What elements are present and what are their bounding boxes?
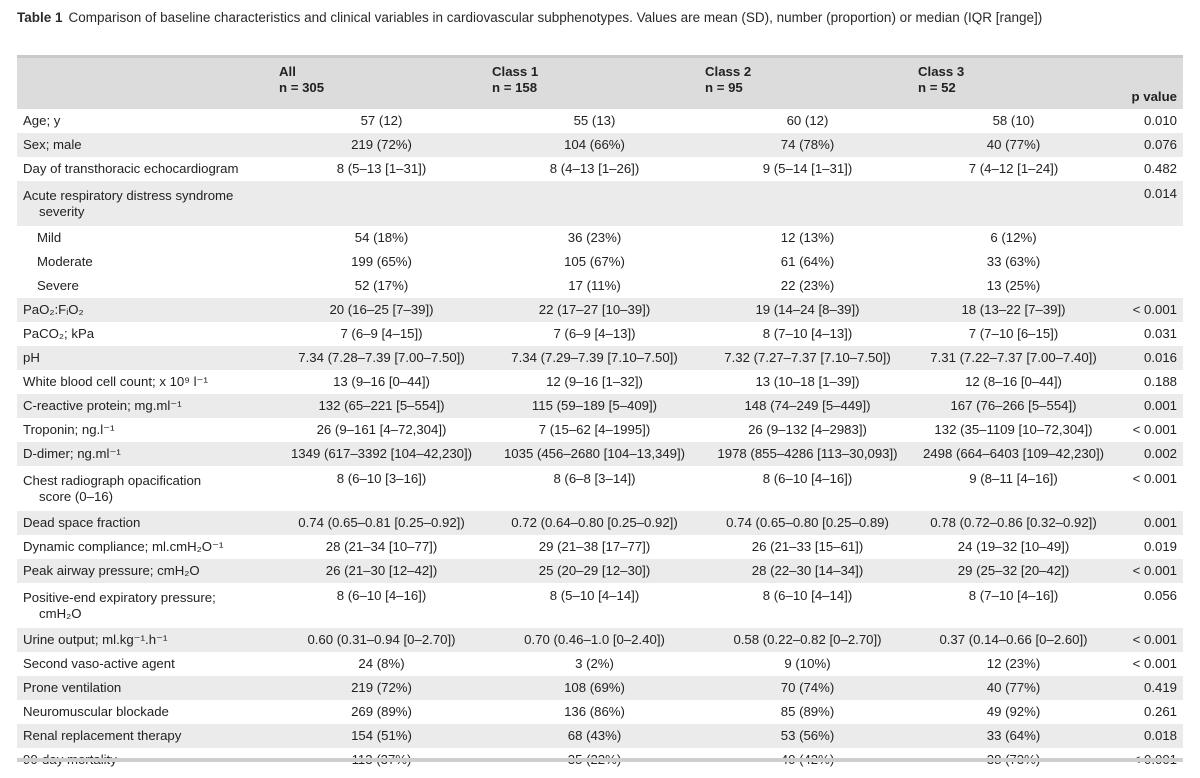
row-value-class-1: 1035 (456–2680 [104–13,349]) bbox=[488, 442, 701, 466]
row-value-class-2: 85 (89%) bbox=[780, 704, 835, 719]
row-value-class-3: 6 (12%) bbox=[990, 230, 1037, 245]
row-value-class-2: 13 (10–18 [1–39]) bbox=[755, 374, 860, 389]
row-value-all: 20 (16–25 [7–39]) bbox=[275, 298, 488, 322]
row-p-value bbox=[1113, 226, 1183, 250]
table-caption-text: Comparison of baseline characteristics and clinical variables in cardiovascular subphenotypes. Values are mean (SD), number (proportion) or median (IQR [range]) bbox=[68, 10, 1043, 25]
row-label-text: C-reactive protein; mg.ml⁻¹ bbox=[23, 398, 182, 413]
row-p-value bbox=[1113, 250, 1183, 274]
row-value-all: 57 (12) bbox=[360, 113, 403, 128]
row-p-value: < 0.001 bbox=[1113, 298, 1183, 322]
row-label-text: Age; y bbox=[23, 113, 61, 128]
row-label bbox=[17, 298, 275, 322]
row-label bbox=[17, 322, 275, 346]
row-value-class-2: 8 (6–10 [4–14]) bbox=[762, 588, 853, 603]
row-label bbox=[17, 442, 275, 466]
table-row bbox=[17, 676, 1183, 700]
row-value-class-3: 167 (76–266 [5–554]) bbox=[914, 394, 1113, 418]
row-value-class-3: 8 (7–10 [4–16]) bbox=[968, 588, 1059, 603]
row-value-class-2: 53 (56%) bbox=[701, 724, 914, 748]
row-p-value: 0.002 bbox=[1113, 442, 1183, 466]
table-row bbox=[17, 346, 1183, 370]
row-p-value: 0.001 bbox=[1113, 394, 1183, 418]
row-value-class-1: 25 (20–29 [12–30]) bbox=[488, 559, 701, 583]
row-value-class-1: 22 (17–27 [10–39]) bbox=[488, 298, 701, 322]
row-value-class-2: 74 (78%) bbox=[701, 133, 914, 157]
table-row bbox=[17, 370, 1183, 394]
characteristics-table bbox=[17, 55, 1183, 772]
header-group-title: Class 1 bbox=[492, 64, 539, 79]
row-label-text: Moderate bbox=[37, 254, 93, 269]
row-value-all: 26 (21–30 [12–42]) bbox=[275, 559, 488, 583]
row-label-text: Mild bbox=[37, 230, 62, 245]
row-label-text: Urine output; ml.kg⁻¹.h⁻¹ bbox=[23, 632, 168, 647]
table-row bbox=[17, 133, 1183, 157]
row-p-value: 0.076 bbox=[1113, 133, 1183, 157]
row-p-value: 0.056 bbox=[1143, 588, 1177, 603]
table-row bbox=[17, 559, 1183, 583]
row-value-class-3 bbox=[914, 181, 1113, 226]
row-value-class-2: 9 (10%) bbox=[784, 656, 831, 671]
header-all bbox=[275, 57, 488, 110]
row-value-class-1: 0.72 (0.64–0.80 [0.25–0.92]) bbox=[488, 511, 701, 535]
row-value-all: 0.74 (0.65–0.81 [0.25–0.92]) bbox=[275, 511, 488, 535]
row-value-all: 13 (9–16 [0–44]) bbox=[333, 374, 430, 389]
table-row bbox=[17, 583, 1183, 628]
table-row bbox=[17, 298, 1183, 322]
row-label bbox=[17, 559, 275, 583]
row-label-text: Acute respiratory distress syndrome bbox=[23, 187, 234, 203]
header-group-n: n = 305 bbox=[279, 80, 325, 95]
row-label-text: PaCO₂; kPa bbox=[23, 326, 95, 341]
row-p-value: 0.018 bbox=[1113, 724, 1183, 748]
row-label-text: Severe bbox=[37, 278, 79, 293]
row-p-value: 0.019 bbox=[1143, 539, 1177, 554]
row-p-value: < 0.001 bbox=[1132, 471, 1177, 486]
row-value-class-1: 115 (59–189 [5–409]) bbox=[488, 394, 701, 418]
row-value-class-2: 0.74 (0.65–0.80 [0.25–0.89) bbox=[701, 511, 914, 535]
row-value-class-1: 36 (23%) bbox=[567, 230, 622, 245]
row-value-class-3: 7.31 (7.22–7.37 [7.00–7.40]) bbox=[914, 346, 1113, 370]
row-value-class-3: 12 (8–16 [0–44]) bbox=[965, 374, 1062, 389]
row-value-class-1 bbox=[488, 181, 701, 226]
row-value-class-1: 8 (5–10 [4–14]) bbox=[549, 588, 640, 603]
row-value-class-2: 8 (7–10 [4–13]) bbox=[762, 326, 853, 341]
row-label-text: Dead space fraction bbox=[23, 515, 141, 530]
row-label bbox=[17, 676, 275, 700]
header-group-n: n = 52 bbox=[918, 80, 956, 95]
row-p-value: 0.261 bbox=[1143, 704, 1177, 719]
row-value-class-3: 7 (7–10 [6–15]) bbox=[968, 326, 1059, 341]
row-label-text: Dynamic compliance; ml.cmH₂O⁻¹ bbox=[23, 539, 224, 554]
row-p-value: < 0.001 bbox=[1113, 559, 1183, 583]
row-label-text: Troponin; ng.l⁻¹ bbox=[23, 422, 115, 437]
table-row bbox=[17, 181, 1183, 226]
table-row bbox=[17, 700, 1183, 724]
table-row bbox=[17, 322, 1183, 346]
row-value-all: 7.34 (7.28–7.39 [7.00–7.50]) bbox=[275, 346, 488, 370]
header-group-n: n = 158 bbox=[492, 80, 538, 95]
header-blank bbox=[17, 57, 275, 110]
row-label-text: Renal replacement therapy bbox=[23, 728, 182, 743]
row-label bbox=[17, 583, 275, 628]
row-value-class-3: 0.78 (0.72–0.86 [0.32–0.92]) bbox=[914, 511, 1113, 535]
header-group-title: Class 3 bbox=[918, 64, 965, 79]
table-body bbox=[17, 109, 1183, 772]
row-value-class-1: 55 (13) bbox=[573, 113, 616, 128]
row-value-all: 154 (51%) bbox=[275, 724, 488, 748]
header-p-value: p value bbox=[1113, 57, 1183, 110]
row-value-class-1: 17 (11%) bbox=[568, 278, 621, 293]
table-row bbox=[17, 466, 1183, 511]
row-value-class-2: 0.58 (0.22–0.82 [0–2.70]) bbox=[701, 628, 914, 652]
header-group-n: n = 95 bbox=[705, 80, 743, 95]
table-caption bbox=[17, 8, 1187, 28]
table-bottom-rule bbox=[17, 758, 1183, 762]
row-value-class-2: 7.32 (7.27–7.37 [7.10–7.50]) bbox=[701, 346, 914, 370]
row-label-continuation: severity bbox=[39, 203, 85, 219]
row-label bbox=[17, 535, 275, 559]
row-p-value: < 0.001 bbox=[1132, 422, 1177, 437]
row-value-class-1: 7 (6–9 [4–13]) bbox=[553, 326, 636, 341]
row-label-text: D-dimer; ng.ml⁻¹ bbox=[23, 446, 121, 461]
row-value-all: 199 (65%) bbox=[351, 254, 412, 269]
row-value-class-2: 26 (21–33 [15–61]) bbox=[751, 539, 864, 554]
table-header bbox=[17, 57, 1183, 110]
row-label bbox=[17, 181, 275, 226]
row-p-value: 0.014 bbox=[1113, 181, 1183, 226]
row-value-class-3: 33 (63%) bbox=[986, 254, 1041, 269]
row-value-all: 1349 (617–3392 [104–42,230]) bbox=[275, 442, 488, 466]
row-label bbox=[17, 700, 275, 724]
table-row bbox=[17, 418, 1183, 442]
row-label-text: Neuromuscular blockade bbox=[23, 704, 169, 719]
row-value-class-1: 12 (9–16 [1–32]) bbox=[546, 374, 643, 389]
row-label bbox=[17, 226, 275, 250]
table-row bbox=[17, 274, 1183, 298]
row-value-class-2: 148 (74–249 [5–449]) bbox=[701, 394, 914, 418]
row-value-class-1: 8 (6–8 [3–14]) bbox=[553, 471, 636, 486]
row-value-class-3: 2498 (664–6403 [109–42,230]) bbox=[914, 442, 1113, 466]
header-class-3 bbox=[914, 57, 1113, 110]
row-label bbox=[17, 370, 275, 394]
row-p-value: 0.188 bbox=[1143, 374, 1177, 389]
row-label bbox=[17, 274, 275, 298]
row-label bbox=[17, 466, 275, 511]
header-group-title: All bbox=[279, 64, 296, 79]
row-value-class-3: 18 (13–22 [7–39]) bbox=[914, 298, 1113, 322]
row-value-class-1: 105 (67%) bbox=[564, 254, 625, 269]
row-label bbox=[17, 418, 275, 442]
row-value-all bbox=[275, 181, 488, 226]
row-p-value: 0.419 bbox=[1113, 676, 1183, 700]
row-value-class-2: 12 (13%) bbox=[780, 230, 835, 245]
row-p-value: < 0.001 bbox=[1113, 628, 1183, 652]
row-p-value bbox=[1113, 274, 1183, 298]
row-value-class-1: 7 (15–62 [4–1995]) bbox=[538, 422, 651, 437]
table-row bbox=[17, 511, 1183, 535]
row-value-class-2: 60 (12) bbox=[786, 113, 829, 128]
row-value-all: 132 (65–221 [5–554]) bbox=[275, 394, 488, 418]
table-row bbox=[17, 724, 1183, 748]
row-value-class-2: 61 (64%) bbox=[780, 254, 835, 269]
row-value-class-1: 8 (4–13 [1–26]) bbox=[549, 161, 640, 176]
row-value-class-2: 70 (74%) bbox=[701, 676, 914, 700]
row-value-class-3: 13 (25%) bbox=[986, 278, 1041, 293]
row-value-class-2: 8 (6–10 [4–16]) bbox=[762, 471, 853, 486]
table-row bbox=[17, 535, 1183, 559]
row-value-all: 219 (72%) bbox=[275, 676, 488, 700]
row-value-all: 219 (72%) bbox=[275, 133, 488, 157]
row-label-continuation: score (0–16) bbox=[39, 488, 114, 504]
table-row bbox=[17, 652, 1183, 676]
header-group-title: Class 2 bbox=[705, 64, 752, 79]
table-row bbox=[17, 442, 1183, 466]
row-p-value: 0.001 bbox=[1113, 511, 1183, 535]
row-value-all: 8 (6–10 [4–16]) bbox=[336, 588, 427, 603]
row-label-text: White blood cell count; x 10⁹ l⁻¹ bbox=[23, 374, 208, 389]
row-value-class-2: 9 (5–14 [1–31]) bbox=[762, 161, 853, 176]
row-value-class-1: 29 (21–38 [17–77]) bbox=[538, 539, 651, 554]
row-label-text: Day of transthoracic echocardiogram bbox=[23, 161, 239, 176]
row-value-all: 52 (17%) bbox=[354, 278, 409, 293]
table-row bbox=[17, 226, 1183, 250]
row-value-class-3: 12 (23%) bbox=[986, 656, 1041, 671]
row-label bbox=[17, 346, 275, 370]
row-value-all: 0.60 (0.31–0.94 [0–2.70]) bbox=[275, 628, 488, 652]
table-row bbox=[17, 109, 1183, 133]
row-p-value: 0.031 bbox=[1143, 326, 1177, 341]
row-label-text: pH bbox=[23, 350, 40, 365]
row-value-all: 28 (21–34 [10–77]) bbox=[325, 539, 438, 554]
header-class-2 bbox=[701, 57, 914, 110]
row-label bbox=[17, 109, 275, 133]
row-value-class-2: 22 (23%) bbox=[780, 278, 835, 293]
row-label bbox=[17, 724, 275, 748]
row-value-all: 8 (5–13 [1–31]) bbox=[336, 161, 427, 176]
row-value-class-1: 108 (69%) bbox=[488, 676, 701, 700]
row-value-class-1: 104 (66%) bbox=[488, 133, 701, 157]
row-value-class-3: 0.37 (0.14–0.66 [0–2.60]) bbox=[914, 628, 1113, 652]
row-label-continuation: cmH₂O bbox=[39, 605, 82, 621]
header-class-1 bbox=[488, 57, 701, 110]
row-value-all: 26 (9–161 [4–72,304]) bbox=[316, 422, 447, 437]
row-value-class-1: 68 (43%) bbox=[488, 724, 701, 748]
row-value-class-1: 0.70 (0.46–1.0 [0–2.40]) bbox=[488, 628, 701, 652]
row-p-value: 0.482 bbox=[1143, 161, 1177, 176]
row-value-class-1: 136 (86%) bbox=[564, 704, 625, 719]
row-value-class-3: 29 (25–32 [20–42]) bbox=[914, 559, 1113, 583]
row-value-class-3: 40 (77%) bbox=[914, 676, 1113, 700]
row-label-text: Sex; male bbox=[23, 137, 82, 152]
row-value-class-3: 49 (92%) bbox=[986, 704, 1041, 719]
row-p-value: 0.010 bbox=[1143, 113, 1177, 128]
table-row bbox=[17, 394, 1183, 418]
row-label-text: PaO₂:FᵢO₂ bbox=[23, 302, 84, 317]
row-value-class-1: 7.34 (7.29–7.39 [7.10–7.50]) bbox=[488, 346, 701, 370]
row-value-all: 8 (6–10 [3–16]) bbox=[336, 471, 427, 486]
row-value-all: 54 (18%) bbox=[354, 230, 409, 245]
row-value-class-1: 3 (2%) bbox=[575, 656, 614, 671]
row-value-class-3: 33 (64%) bbox=[914, 724, 1113, 748]
row-value-class-3: 24 (19–32 [10–49]) bbox=[957, 539, 1070, 554]
row-p-value: < 0.001 bbox=[1132, 656, 1177, 671]
row-label-text: Chest radiograph opacification bbox=[23, 472, 202, 488]
row-value-class-2: 28 (22–30 [14–34]) bbox=[701, 559, 914, 583]
row-label-text: Second vaso-active agent bbox=[23, 656, 175, 671]
row-label bbox=[17, 250, 275, 274]
row-value-class-2: 26 (9–132 [4–2983]) bbox=[748, 422, 867, 437]
row-label bbox=[17, 511, 275, 535]
row-value-all: 269 (89%) bbox=[351, 704, 412, 719]
row-value-all: 7 (6–9 [4–15]) bbox=[340, 326, 423, 341]
row-label bbox=[17, 652, 275, 676]
row-label bbox=[17, 133, 275, 157]
row-value-class-2 bbox=[701, 181, 914, 226]
table-row bbox=[17, 250, 1183, 274]
table-caption-label: Table 1 bbox=[17, 10, 63, 25]
table-row bbox=[17, 157, 1183, 181]
row-label bbox=[17, 157, 275, 181]
row-p-value: 0.016 bbox=[1113, 346, 1183, 370]
row-label-text: Prone ventilation bbox=[23, 680, 122, 695]
row-label bbox=[17, 628, 275, 652]
row-label bbox=[17, 394, 275, 418]
row-value-class-2: 1978 (855–4286 [113–30,093]) bbox=[701, 442, 914, 466]
row-value-class-3: 7 (4–12 [1–24]) bbox=[968, 161, 1059, 176]
row-value-all: 24 (8%) bbox=[358, 656, 405, 671]
row-label-text: Peak airway pressure; cmH₂O bbox=[23, 563, 200, 578]
row-value-class-3: 58 (10) bbox=[992, 113, 1035, 128]
header-row bbox=[17, 57, 1183, 110]
row-value-class-3: 40 (77%) bbox=[914, 133, 1113, 157]
row-label-text: Positive-end expiratory pressure; bbox=[23, 589, 216, 605]
row-value-class-3: 132 (35–1109 [10–72,304]) bbox=[934, 422, 1093, 437]
table-row bbox=[17, 628, 1183, 652]
row-value-class-2: 19 (14–24 [8–39]) bbox=[701, 298, 914, 322]
row-value-class-3: 9 (8–11 [4–16]) bbox=[969, 471, 1058, 486]
